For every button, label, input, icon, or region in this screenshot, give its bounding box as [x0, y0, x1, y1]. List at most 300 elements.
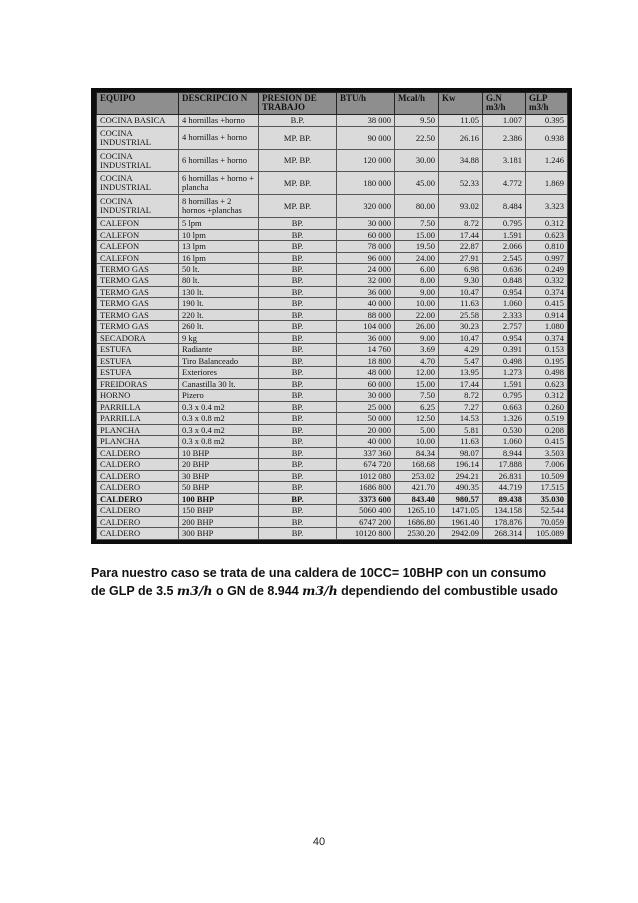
table-cell: 421.70 — [395, 482, 439, 493]
table-cell: 1.326 — [483, 413, 526, 424]
table-cell: 16 lpm — [179, 252, 259, 263]
table-cell: 48 000 — [337, 367, 395, 378]
table-cell: 4.70 — [395, 355, 439, 366]
table-cell: 4 hornillas + horno — [179, 126, 259, 149]
table-cell: 0.914 — [526, 309, 568, 320]
table-cell: 1.060 — [483, 298, 526, 309]
table-cell: 8.72 — [439, 218, 483, 229]
table-cell: 10.47 — [439, 286, 483, 297]
table-cell: 60 000 — [337, 378, 395, 389]
table-cell: 980.57 — [439, 493, 483, 504]
table-cell: 40 000 — [337, 436, 395, 447]
header-row — [97, 93, 568, 115]
table-cell: 26.16 — [439, 126, 483, 149]
table-cell: 22.87 — [439, 241, 483, 252]
table-cell: 5060 400 — [337, 505, 395, 516]
table-cell: BP. — [259, 390, 337, 401]
table-cell: Exteriores — [179, 367, 259, 378]
table-cell: 26.00 — [395, 321, 439, 332]
table-cell: CALDERO — [97, 470, 179, 481]
table-cell: 18 800 — [337, 355, 395, 366]
table-cell: 88 000 — [337, 309, 395, 320]
table-cell: 50 lt. — [179, 264, 259, 275]
table-cell: 0.519 — [526, 413, 568, 424]
table-row — [97, 275, 568, 286]
table-cell: CALEFON — [97, 241, 179, 252]
table-cell: 2.333 — [483, 309, 526, 320]
table-cell: 24 000 — [337, 264, 395, 275]
table-cell: 10120 800 — [337, 528, 395, 540]
table-row — [97, 241, 568, 252]
table-cell: 8.00 — [395, 275, 439, 286]
table-cell: 9.00 — [395, 332, 439, 343]
table-cell: MP. BP. — [259, 195, 337, 218]
table-cell: 2.066 — [483, 241, 526, 252]
table-cell: 4.772 — [483, 172, 526, 195]
table-image-frame — [91, 88, 572, 544]
table-cell: COCINA INDUSTRIAL — [97, 149, 179, 172]
table-cell: 10 lpm — [179, 229, 259, 240]
table-cell: Canastilla 30 lt. — [179, 378, 259, 389]
table-cell: HORNO — [97, 390, 179, 401]
table-cell: 253.02 — [395, 470, 439, 481]
table-cell: 260 lt. — [179, 321, 259, 332]
table-cell: COCINA BASICA — [97, 114, 179, 126]
table-row — [97, 264, 568, 275]
table-cell: 0.415 — [526, 436, 568, 447]
table-cell: 84.34 — [395, 447, 439, 458]
table-cell: 8.72 — [439, 390, 483, 401]
table-cell: 0.997 — [526, 252, 568, 263]
table-cell: 36 000 — [337, 332, 395, 343]
table-cell: BP. — [259, 264, 337, 275]
table-cell: 1.007 — [483, 114, 526, 126]
table-row — [97, 332, 568, 343]
table-cell: 11.63 — [439, 298, 483, 309]
table-row — [97, 413, 568, 424]
table-cell: 320 000 — [337, 195, 395, 218]
table-cell: MP. BP. — [259, 149, 337, 172]
table-cell: 1471.05 — [439, 505, 483, 516]
table-cell: 100 BHP — [179, 493, 259, 504]
table-row — [97, 378, 568, 389]
table-cell: CALDERO — [97, 516, 179, 527]
table-cell: TERMO GAS — [97, 309, 179, 320]
table-cell: 2.545 — [483, 252, 526, 263]
table-cell: 0.153 — [526, 344, 568, 355]
table-cell: 44.719 — [483, 482, 526, 493]
table-row — [97, 528, 568, 540]
table-cell: 8.484 — [483, 195, 526, 218]
table-cell: 0.954 — [483, 332, 526, 343]
table-cell: 1.591 — [483, 378, 526, 389]
table-cell: 0.195 — [526, 355, 568, 366]
table-cell: 17.515 — [526, 482, 568, 493]
table-cell: 490.35 — [439, 482, 483, 493]
table-row — [97, 309, 568, 320]
paragraph-text-3: dependiendo del combustible usado — [337, 584, 558, 598]
table-cell: 45.00 — [395, 172, 439, 195]
table-cell: 8.944 — [483, 447, 526, 458]
table-cell: BP. — [259, 252, 337, 263]
table-row — [97, 459, 568, 470]
table-cell: COCINA INDUSTRIAL — [97, 195, 179, 218]
column-header: BTU/h — [337, 93, 395, 115]
table-cell: 27.91 — [439, 252, 483, 263]
table-cell: 4 hornillas +horno — [179, 114, 259, 126]
table-cell: 0.938 — [526, 126, 568, 149]
table-cell: MP. BP. — [259, 126, 337, 149]
table-cell: 134.158 — [483, 505, 526, 516]
table-cell: 25 000 — [337, 401, 395, 412]
table-row — [97, 218, 568, 229]
table-cell: 13 lpm — [179, 241, 259, 252]
table-cell: BP. — [259, 309, 337, 320]
table-cell: 180 000 — [337, 172, 395, 195]
table-cell: B.P. — [259, 114, 337, 126]
table-cell: BP. — [259, 298, 337, 309]
table-cell: 1.869 — [526, 172, 568, 195]
table-cell: 11.05 — [439, 114, 483, 126]
table-cell: 9.00 — [395, 286, 439, 297]
table-cell: 0.3 x 0.4 m2 — [179, 424, 259, 435]
table-row — [97, 401, 568, 412]
table-cell: 20 BHP — [179, 459, 259, 470]
table-cell: BP. — [259, 378, 337, 389]
table-cell: 0.848 — [483, 275, 526, 286]
table-cell: 9 kg — [179, 332, 259, 343]
table-cell: 11.63 — [439, 436, 483, 447]
table-cell: 6.00 — [395, 264, 439, 275]
table-cell: 4.29 — [439, 344, 483, 355]
table-cell: 0.795 — [483, 390, 526, 401]
table-cell: 80.00 — [395, 195, 439, 218]
table-cell: 6747 200 — [337, 516, 395, 527]
table-cell: BP. — [259, 413, 337, 424]
table-cell: 35.030 — [526, 493, 568, 504]
table-cell: BP. — [259, 401, 337, 412]
table-cell: CALDERO — [97, 493, 179, 504]
body-paragraph — [91, 564, 561, 600]
table-cell: 38 000 — [337, 114, 395, 126]
table-cell: SECADORA — [97, 332, 179, 343]
table-cell: 22.00 — [395, 309, 439, 320]
column-header: DESCRIPCIO N — [179, 93, 259, 115]
table-cell: BP. — [259, 229, 337, 240]
table-cell: 60 000 — [337, 229, 395, 240]
table-cell: 30 BHP — [179, 470, 259, 481]
table-cell: 10.509 — [526, 470, 568, 481]
table-row — [97, 298, 568, 309]
table-cell: PLANCHA — [97, 424, 179, 435]
table-cell: 15.00 — [395, 229, 439, 240]
table-cell: 1686 800 — [337, 482, 395, 493]
column-header: EQUIPO — [97, 93, 179, 115]
table-cell: 0.623 — [526, 229, 568, 240]
table-cell: 50 000 — [337, 413, 395, 424]
table-cell: 30 000 — [337, 218, 395, 229]
table-cell: 98.07 — [439, 447, 483, 458]
table-cell: 0.636 — [483, 264, 526, 275]
table-cell: CALEFON — [97, 229, 179, 240]
table-cell: 0.498 — [483, 355, 526, 366]
table-cell: ESTUFA — [97, 367, 179, 378]
table-cell: 0.374 — [526, 332, 568, 343]
table-row — [97, 493, 568, 504]
table-cell: 5 lpm — [179, 218, 259, 229]
table-cell: 6.98 — [439, 264, 483, 275]
table-cell: 0.415 — [526, 298, 568, 309]
table-cell: 52.544 — [526, 505, 568, 516]
table-cell: 105.089 — [526, 528, 568, 540]
table-cell: CALDERO — [97, 528, 179, 540]
table-cell: 17.44 — [439, 378, 483, 389]
table-row — [97, 367, 568, 378]
table-row — [97, 114, 568, 126]
table-cell: BP. — [259, 493, 337, 504]
table-cell: 9.50 — [395, 114, 439, 126]
table-cell: Radiante — [179, 344, 259, 355]
table-cell: 40 000 — [337, 298, 395, 309]
table-cell: 268.314 — [483, 528, 526, 540]
column-header: GLP m3/h — [526, 93, 568, 115]
column-header: G.N m3/h — [483, 93, 526, 115]
table-cell: 300 BHP — [179, 528, 259, 540]
table-cell: 7.50 — [395, 218, 439, 229]
table-cell: 30.00 — [395, 149, 439, 172]
table-cell: TERMO GAS — [97, 264, 179, 275]
table-cell: 24.00 — [395, 252, 439, 263]
table-cell: BP. — [259, 459, 337, 470]
table-cell: 0.249 — [526, 264, 568, 275]
table-cell: 14 760 — [337, 344, 395, 355]
table-cell: 10.00 — [395, 298, 439, 309]
column-header: Mcal/h — [395, 93, 439, 115]
column-header: Kw — [439, 93, 483, 115]
table-cell: 168.68 — [395, 459, 439, 470]
column-header: PRESION DE TRABAJO — [259, 93, 337, 115]
table-cell: 0.312 — [526, 390, 568, 401]
table-cell: 1686.80 — [395, 516, 439, 527]
table-cell: 10.00 — [395, 436, 439, 447]
table-cell: 30.23 — [439, 321, 483, 332]
table-cell: 0.498 — [526, 367, 568, 378]
table-cell: 843.40 — [395, 493, 439, 504]
table-cell: Tiro Balanceado — [179, 355, 259, 366]
table-cell: 0.3 x 0.4 m2 — [179, 401, 259, 412]
table-cell: 190 lt. — [179, 298, 259, 309]
table-cell: 12.00 — [395, 367, 439, 378]
table-cell: 0.3 x 0.8 m2 — [179, 413, 259, 424]
table-cell: BP. — [259, 470, 337, 481]
table-cell: 52.33 — [439, 172, 483, 195]
table-row — [97, 355, 568, 366]
table-cell: 9.30 — [439, 275, 483, 286]
gas-consumption-table — [96, 92, 568, 540]
table-row — [97, 149, 568, 172]
table-cell: BP. — [259, 286, 337, 297]
table-cell: CALDERO — [97, 482, 179, 493]
page-number: 40 — [312, 836, 326, 848]
table-cell: 220 lt. — [179, 309, 259, 320]
table-cell: COCINA INDUSTRIAL — [97, 172, 179, 195]
table-cell: BP. — [259, 424, 337, 435]
table-cell: 0.3 x 0.8 m2 — [179, 436, 259, 447]
table-row — [97, 390, 568, 401]
table-row — [97, 344, 568, 355]
table-cell: 14.53 — [439, 413, 483, 424]
table-cell: 2.386 — [483, 126, 526, 149]
table-cell: 50 BHP — [179, 482, 259, 493]
table-cell: 6 hornillas + horno — [179, 149, 259, 172]
table-cell: 2530.20 — [395, 528, 439, 540]
table-row — [97, 195, 568, 218]
table-cell: 130 lt. — [179, 286, 259, 297]
unit-m3h-1: m3/h — [176, 583, 213, 598]
table-row — [97, 229, 568, 240]
table-cell: ESTUFA — [97, 344, 179, 355]
table-cell: 70.059 — [526, 516, 568, 527]
table-cell: 104 000 — [337, 321, 395, 332]
table-cell: CALEFON — [97, 252, 179, 263]
table-cell: 80 lt. — [179, 275, 259, 286]
table-cell: 0.954 — [483, 286, 526, 297]
table-cell: 13.95 — [439, 367, 483, 378]
table-cell: CALDERO — [97, 447, 179, 458]
table-cell: 120 000 — [337, 149, 395, 172]
table-row — [97, 286, 568, 297]
table-cell: 674 720 — [337, 459, 395, 470]
table-cell: 32 000 — [337, 275, 395, 286]
table-cell: 1.060 — [483, 436, 526, 447]
table-cell: 15.00 — [395, 378, 439, 389]
table-cell: BP. — [259, 321, 337, 332]
table-cell: 25.58 — [439, 309, 483, 320]
table-row — [97, 470, 568, 481]
table-cell: 6 hornillas + horno + plancha — [179, 172, 259, 195]
paragraph-text-2: o GN de 8.944 — [212, 584, 303, 598]
table-cell: 93.02 — [439, 195, 483, 218]
table-cell: 196.14 — [439, 459, 483, 470]
table-cell: CALEFON — [97, 218, 179, 229]
table-cell: 90 000 — [337, 126, 395, 149]
table-cell: 30 000 — [337, 390, 395, 401]
table-cell: 7.50 — [395, 390, 439, 401]
table-cell: 89.438 — [483, 493, 526, 504]
table-cell: 3.323 — [526, 195, 568, 218]
table-row — [97, 505, 568, 516]
table-cell: PLANCHA — [97, 436, 179, 447]
table-cell: 22.50 — [395, 126, 439, 149]
table-cell: BP. — [259, 482, 337, 493]
table-cell: 1.080 — [526, 321, 568, 332]
table-cell: Pizero — [179, 390, 259, 401]
table-cell: 7.27 — [439, 401, 483, 412]
table-cell: BP. — [259, 332, 337, 343]
table-cell: 1.591 — [483, 229, 526, 240]
table-cell: BP. — [259, 344, 337, 355]
paragraph-text-1: Para nuestro caso se trata de una caldera de 10CC= 10BHP con un consumo de GLP de 3.5 — [91, 566, 547, 598]
table-cell: BP. — [259, 447, 337, 458]
table-cell: 10 BHP — [179, 447, 259, 458]
table-cell: 3.181 — [483, 149, 526, 172]
table-cell: 26.831 — [483, 470, 526, 481]
table-cell: 17.888 — [483, 459, 526, 470]
table-cell: 3373 600 — [337, 493, 395, 504]
table-cell: 0.374 — [526, 286, 568, 297]
table-row — [97, 252, 568, 263]
table-body — [97, 114, 568, 539]
table-cell: 3.503 — [526, 447, 568, 458]
table-row — [97, 482, 568, 493]
table-cell: BP. — [259, 218, 337, 229]
table-cell: CALDERO — [97, 459, 179, 470]
table-cell: 1.246 — [526, 149, 568, 172]
table-cell: 2.757 — [483, 321, 526, 332]
table-row — [97, 447, 568, 458]
table-cell: 150 BHP — [179, 505, 259, 516]
table-cell: 1265.10 — [395, 505, 439, 516]
table-cell: 0.395 — [526, 114, 568, 126]
table-cell: 20 000 — [337, 424, 395, 435]
table-cell: FREIDORAS — [97, 378, 179, 389]
table-cell: CALDERO — [97, 505, 179, 516]
table-row — [97, 172, 568, 195]
table-cell: 10.47 — [439, 332, 483, 343]
table-cell: PARRILLA — [97, 413, 179, 424]
table-cell: 96 000 — [337, 252, 395, 263]
table-cell: BP. — [259, 367, 337, 378]
table-cell: 34.88 — [439, 149, 483, 172]
table-cell: 0.391 — [483, 344, 526, 355]
table-cell: BP. — [259, 516, 337, 527]
table-cell: 8 hornillas + 2 hornos +planchas — [179, 195, 259, 218]
table-cell: 294.21 — [439, 470, 483, 481]
table-row — [97, 321, 568, 332]
table-cell: 7.006 — [526, 459, 568, 470]
table-cell: BP. — [259, 355, 337, 366]
table-cell: 12.50 — [395, 413, 439, 424]
table-row — [97, 436, 568, 447]
table-cell: 2942.09 — [439, 528, 483, 540]
table-cell: BP. — [259, 275, 337, 286]
table-cell: 0.810 — [526, 241, 568, 252]
table-cell: TERMO GAS — [97, 298, 179, 309]
table-cell: 3.69 — [395, 344, 439, 355]
table-cell: BP. — [259, 436, 337, 447]
table-cell: 0.332 — [526, 275, 568, 286]
table-cell: 178.876 — [483, 516, 526, 527]
table-cell: TERMO GAS — [97, 321, 179, 332]
table-cell: 6.25 — [395, 401, 439, 412]
table-cell: 5.00 — [395, 424, 439, 435]
table-cell: 1.273 — [483, 367, 526, 378]
table-cell: 0.663 — [483, 401, 526, 412]
table-cell: 19.50 — [395, 241, 439, 252]
table-cell: TERMO GAS — [97, 275, 179, 286]
table-cell: 5.47 — [439, 355, 483, 366]
table-cell: TERMO GAS — [97, 286, 179, 297]
table-cell: 0.795 — [483, 218, 526, 229]
table-cell: 0.208 — [526, 424, 568, 435]
table-cell: BP. — [259, 528, 337, 540]
table-row — [97, 516, 568, 527]
table-header — [97, 93, 568, 115]
table-cell: 1012 080 — [337, 470, 395, 481]
table-cell: 36 000 — [337, 286, 395, 297]
table-cell: 1961.40 — [439, 516, 483, 527]
table-cell: ESTUFA — [97, 355, 179, 366]
